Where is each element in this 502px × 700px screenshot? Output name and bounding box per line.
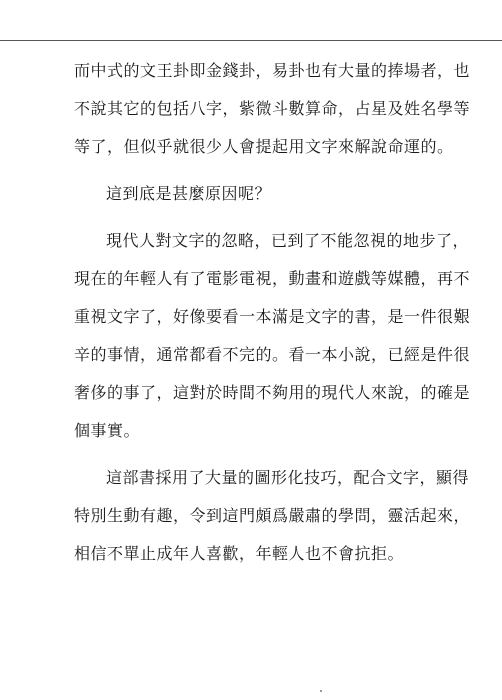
text-line: 辛的事情，通常都看不完的。看一本小說，已經是件很 [74, 345, 471, 364]
paragraph [74, 52, 474, 166]
text-line: 不說其它的包括八字，紫微斗數算命，占星及姓名學等 [74, 99, 471, 118]
top-rule [0, 40, 502, 41]
text-line: 奢侈的事了，這對於時間不夠用的現代人來說，的確是 [74, 383, 471, 402]
text-line: 現在的年輕人有了電影電視，動畫和遊戲等媒體，再不 [74, 269, 471, 288]
text-line: 這部書採用了大量的圖形化技巧，配合文字，顯得 [106, 468, 470, 487]
paragraph [74, 222, 474, 450]
text-line: 相信不單止成年人喜歡，年輕人也不會抗拒。 [74, 544, 405, 563]
text-line: 而中式的文王卦即金錢卦，易卦也有大量的捧場者，也 [74, 61, 471, 80]
text-line: 現代人對文字的忽略，已到了不能忽視的地步了， [106, 231, 470, 250]
body-text [74, 52, 474, 573]
scan-speck [320, 690, 322, 692]
text-line: 重視文字了，好像要看一本滿是文字的書，是一件很艱 [74, 307, 471, 326]
text-line: 等了，但似乎就很少人會提起用文字來解說命運的。 [74, 137, 454, 156]
text-line: 個事實。 [74, 421, 141, 440]
paragraph [74, 459, 474, 573]
paragraph [74, 175, 474, 213]
text-line: 特別生動有趣，令到這門頗爲嚴肅的學問，靈活起來， [74, 506, 471, 525]
text-line: 這到底是甚麼原因呢？ [106, 184, 272, 203]
